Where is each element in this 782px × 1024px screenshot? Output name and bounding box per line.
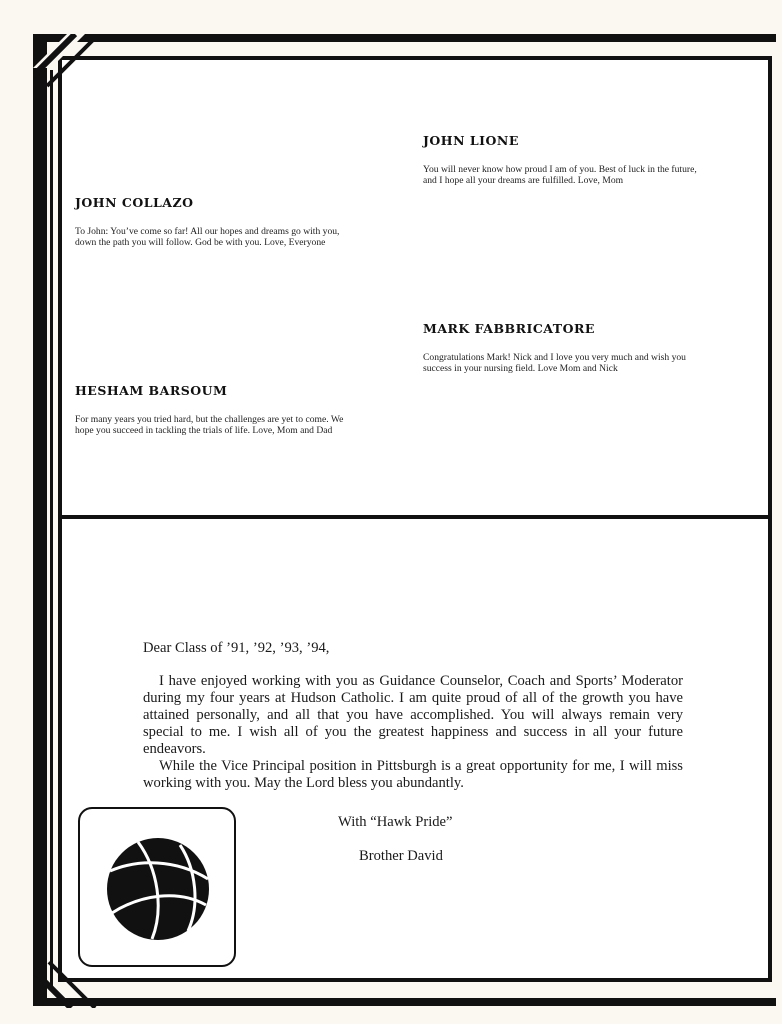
message-line: Congratulations Mark! Nick and I love you very much and wish you (423, 352, 686, 363)
message-john-collazo (75, 195, 339, 248)
frame-line (50, 70, 53, 990)
message-line: success in your nursing field. Love Mom and Nick (423, 363, 618, 374)
basketball-icon (80, 809, 234, 965)
message-line: You will never know how proud I am of you. Best of luck in the future, (423, 164, 697, 175)
letter-closing: With “Hawk Pride” (338, 814, 453, 830)
message-text (423, 352, 686, 374)
message-mark-fabbricatore (423, 321, 686, 374)
letter-salutation: Dear Class of ’91, ’92, ’93, ’94, (143, 640, 330, 656)
message-hesham-barsoum (75, 383, 343, 436)
message-line: For many years you tried hard, but the challenges are yet to come. We (75, 414, 344, 425)
letter-signature: Brother David (359, 848, 443, 864)
message-text (423, 164, 697, 186)
message-line: down the path you will follow. God be with you. Love, Everyone (75, 237, 326, 248)
message-name: HESHAM BARSOUM (75, 383, 228, 398)
message-line: and I hope all your dreams are fulfilled. Love, Mom (423, 175, 624, 186)
message-text (75, 226, 339, 248)
message-name: JOHN LIONE (423, 133, 519, 148)
message-line: To John: You’ve come so far! All our hopes and dreams go with you, (75, 226, 340, 237)
message-name: MARK FABBRICATORE (423, 321, 595, 336)
basketball-graphic (78, 807, 236, 967)
letter-paragraph: I have enjoyed working with you as Guidance Counselor, Coach and Sports’ Moderator during my four years at Hudson Catholic. I am quite proud of all of the growth you have attained personally, and all that you have accomplished. You will always remain very special to me. I wish all of you the greatest happiness and success in all your future endeavors. (143, 673, 683, 757)
section-divider (58, 515, 772, 519)
corner-decoration-top-left (33, 34, 103, 104)
message-john-lione (423, 133, 697, 186)
farewell-letter (143, 640, 683, 792)
message-text (75, 414, 343, 436)
message-line: hope you succeed in tackling the trials of life. Love, Mom and Dad (75, 425, 333, 436)
message-name: JOHN COLLAZO (75, 195, 194, 210)
letter-paragraph: While the Vice Principal position in Pittsburgh is a great opportunity for me, I will miss working with you. May the Lord bless you abundantly. (143, 758, 683, 791)
